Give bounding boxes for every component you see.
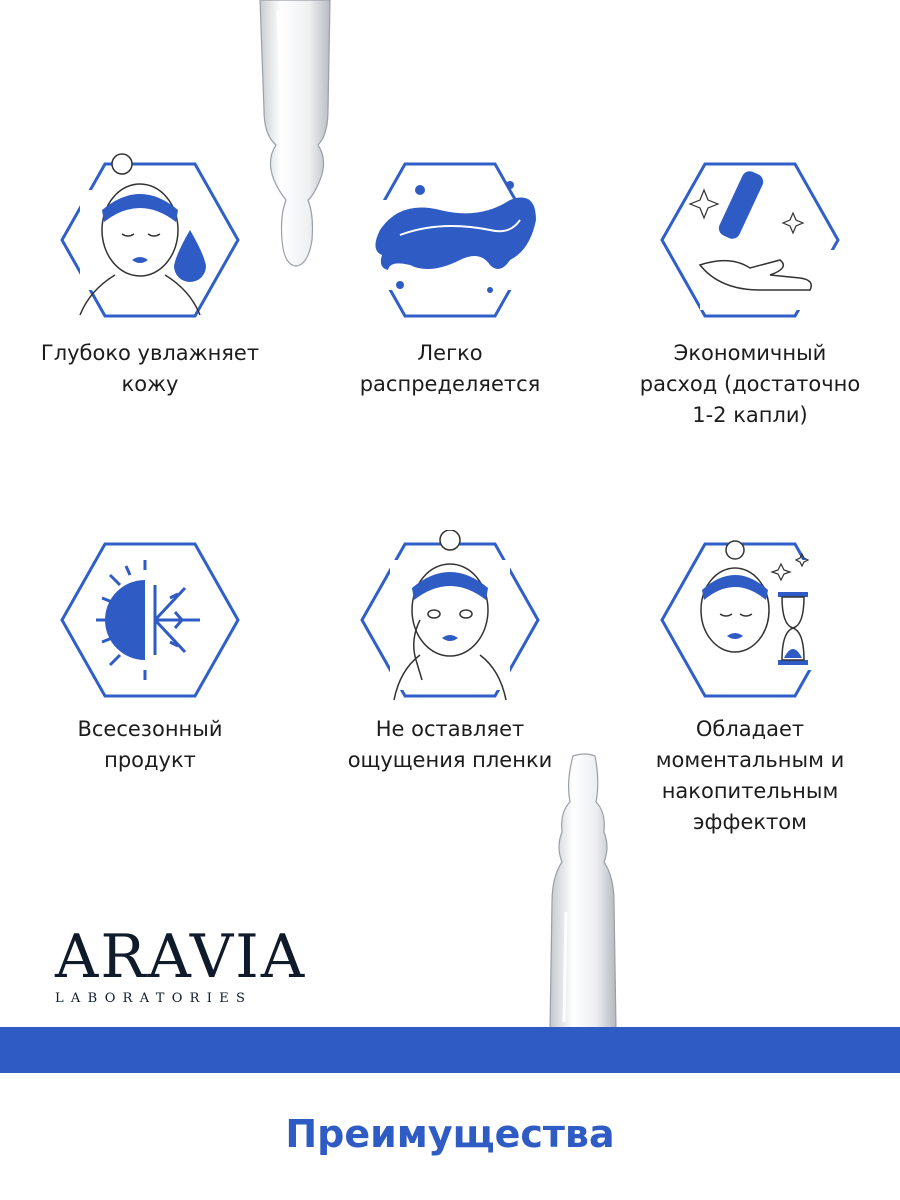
caption-line: Обладает (695, 717, 805, 741)
caption-spreads-easily (310, 338, 590, 400)
brand-subtitle: LABORATORIES (55, 991, 253, 1006)
page-title: Преимущества (285, 1112, 615, 1156)
top-dropper-image (248, 0, 348, 270)
splash-icon (360, 150, 540, 330)
brand-logo (55, 922, 315, 1006)
face-hourglass-icon (660, 530, 840, 710)
caption-line: накопительным (661, 779, 839, 803)
caption-line: ощущения пленки (347, 748, 553, 772)
sun-snowflake-icon (60, 530, 240, 710)
caption-moisturizes (10, 338, 290, 400)
caption-line: распределяется (359, 372, 541, 396)
caption-all-season (10, 714, 290, 776)
caption-line: Всесезонный (77, 717, 223, 741)
caption-line: расход (достаточно (639, 372, 861, 396)
caption-line: 1-2 капли) (692, 403, 808, 427)
face-drop-icon (60, 150, 240, 330)
caption-no-film (310, 714, 590, 776)
hand-dropper-icon (660, 150, 840, 330)
caption-line: Глубоко увлажняет (40, 341, 260, 365)
brand-name: ARAVIA (55, 922, 307, 992)
caption-line: продукт (104, 748, 196, 772)
face-touch-icon (360, 530, 540, 710)
caption-economical (610, 338, 890, 431)
accent-band (0, 1027, 900, 1073)
caption-line: Не оставляет (375, 717, 525, 741)
caption-line: кожу (121, 372, 179, 396)
caption-line: Экономичный (673, 341, 827, 365)
caption-instant-cumulative (610, 714, 890, 838)
caption-line: эффектом (693, 810, 807, 834)
caption-line: Легко (417, 341, 483, 365)
caption-line: моментальным и (655, 748, 845, 772)
